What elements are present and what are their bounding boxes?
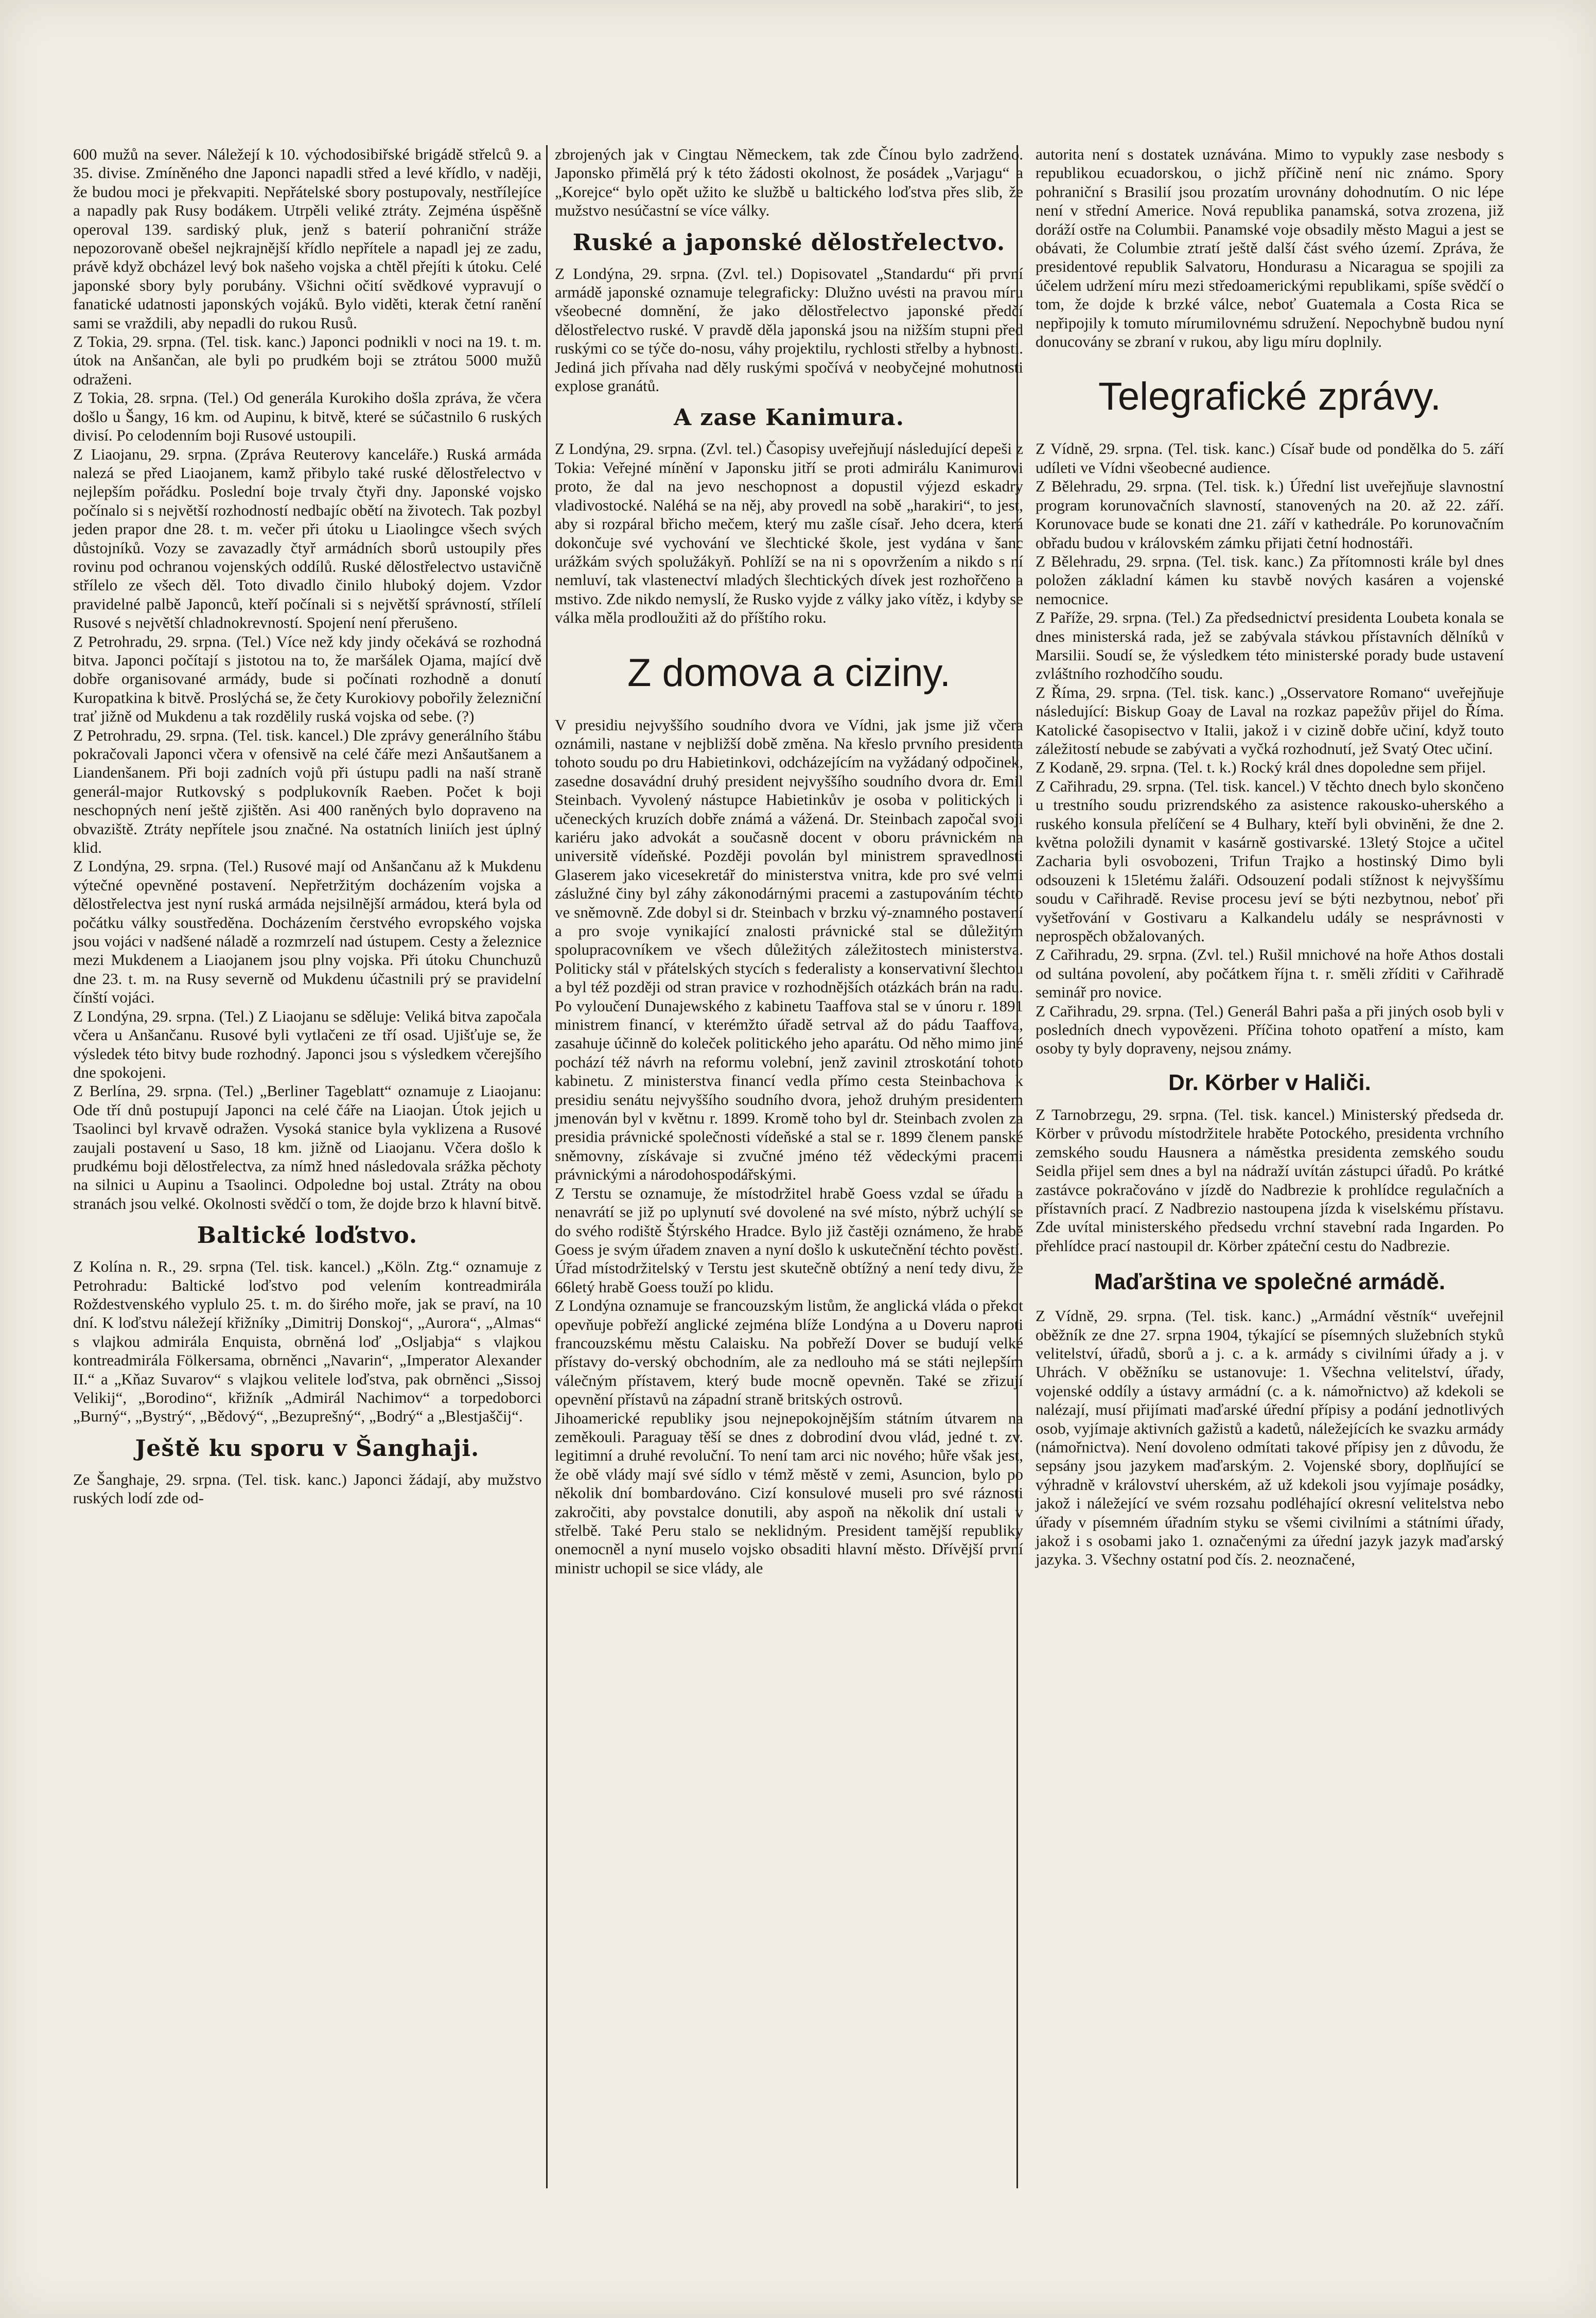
article-paragraph: Z Berlína, 29. srpna. (Tel.) „Berliner Tageblatt“ oznamuje z Liaojanu: Ode tří dnů postupují Japonci na celé čáře na Liaojan. Útok jejich u Tsaolinci byl krvavě odražen. Vysoká stanice byla vyklizena a Rusové zaujali postavení u Saso, 18 km. jižně od Liaojanu. Včera došlo k prudkému boji dělostřelectva, za nímž hned následovala srážka pěchoty na silnici u Aupinu a Tsaolinci. Odpoledne boj ustal. Ztráty na obou stranách jsou velké. Okolnosti svědčí o tom, že dojde brzo k hlavní bitvě.: [73, 1082, 541, 1213]
article-paragraph: Z Londýna, 29. srpna. (Zvl. tel.) Dopisovatel „Standardu“ při první armádě japonské oznamuje telegraficky: Dlužno uvésti na pravou míru všeobecné domnění, že jako dělostřelectvo japonské předčí dělostřelectvo ruské. V pravdě děla japonská jsou na nižším stupni před ruskými co se týče do-nosu, váhy projektilu, rychlosti střelby a hybnosti. Jediná jich přívaha nad děly ruskými spočívá v neobyčejné mohutnosti explose granátů.: [555, 264, 1023, 395]
article-paragraph: Z Liaojanu, 29. srpna. (Zpráva Reuterovy kanceláře.) Ruská armáda nalezá se před Liaojanem, kamž přibylo také ruské dělostřelectvo v nejlepším pořádku. Poslední boje trvaly čtyři dny. Japonské vojsko počínalo si s největší rozhodností nedbajíc obětí na životech. Tak pozbyl jeden prapor dne 28. t. m. večer při útoku u Liaolingce všech svých důstojníků. Vozy se zavazadly čtyř armádních sborů ustoupily přes rovinu pod ochranou vojenských oddílů. Ruské dělostřelectvo ustavičně střílelo ze všech děl. Toto divadlo činilo hluboký dojem. Vzdor pravidelné palbě Japonců, kteří počínali si s největší správností, střílelí Rusové s největší chladnokrevností. Spojení není přerušeno.: [73, 445, 541, 632]
section-heading: Ruské a japonské dělostřelectvo.: [572, 229, 1006, 256]
article-paragraph: Z Bělehradu, 29. srpna. (Tel. tisk. kanc.) Za přítomnosti krále byl dnes položen základní kámen ku stavbě nových kasáren a vojenské nemocnice.: [1036, 552, 1504, 608]
section-heading: Baltické loďstvo.: [197, 1222, 418, 1249]
article-paragraph: Z Kolína n. R., 29. srpna (Tel. tisk. kancel.) „Köln. Ztg.“ oznamuje z Petrohradu: Baltické loďstvo pod velením kontreadmirála Roždestvenského vyplulo 25. t. m. do širého moře, jak se praví, na 10 dní. K loďstvu náležejí křižníky „Dimitrij Donskoj“, „Aurora“, „Almas“ s vlajkou admirála Enquista, obrněná loď „Osljabja“ s vlajkou kontreadmirála Fölkersama, obrněnci „Navarin“, „Imperator Alexander II.“ a „Kňaz Suvarov“ s vlajkou velitele loďstva, pak obrněnci „Sissoj Velikij“, „Borodino“, křižník „Admirál Nachimov“ a torpedoborci „Burný“, „Bystrý“, „Bědový“, „Bezuprešný“, „Bodrý“ a „Blestjaščij“.: [73, 1257, 541, 1426]
article-paragraph: Z Paříže, 29. srpna. (Tel.) Za předsednictví presidenta Loubeta konala se dnes ministerská rada, jež se zabývala stávkou přístavních dělníků v Marsilii. Soudí se, že výsledkem této ministerské porady bude ustavení zvláštního rozhodčího soudu.: [1036, 608, 1504, 683]
article-paragraph: zbrojených jak v Cingtau Německem, tak zde Čínou bylo zadrženo. Japonsko přimělá prý k této žádosti okolnost, že posádek „Varjagu“ a „Korejce“ bylo opět užito ke službě u baltického loďstva přes slib, že mužstvo nesúčastní se více války.: [555, 145, 1023, 220]
article-paragraph: Z Tokia, 29. srpna. (Tel. tisk. kanc.) Japonci podnikli v noci na 19. t. m. útok na Anšančan, ale byli po prudkém boji se ztrátou 5000 mužů odraženi.: [73, 332, 541, 388]
article-paragraph: Jihoamerické republiky jsou nejnepokojnějším státním útvarem na zeměkouli. Paraguay těší se dnes z dobrodiní dvou vlád, jedné t. zv. legitimní a druhé revoluční. To není tam arci nic nového; hůře však jest, že obě vlády mají své sídlo v témž městě v zemi, Asuncion, bylo po několik dní bombardováno. Cizí konsulové museli pro své ráznosti zakročiti, aby povstalce donutili, aby aspoň na několik dní ustali v střelbě. Také Peru stalo se neklidným. President tamější republiky onemocněl a nyní muselo vojsko obsaditi hlavní město. Dřívější první ministr uchopil se sice vlády, ale: [555, 1409, 1023, 1577]
article-paragraph: Z Cařihradu, 29. srpna. (Zvl. tel.) Rušil mnichové na hoře Athos dostali od sultána povolení, aby počátkem října t. r. směli zříditi v Cařihradě seminář pro novice.: [1036, 945, 1504, 1002]
article-paragraph: Z Tarnobrzegu, 29. srpna. (Tel. tisk. kancel.) Ministerský předseda dr. Körber v průvodu místodržitele hraběte Potockého, presidenta vrchního zemského soudu Hausnera a náměstka presidenta zemského soudu Seidla přijel sem dnes a byl na nádraží uvítán zástupci úřadů. Po krátké zastávce pokračováno v jízdě do Nadbrezie k prohlídce regulačních a přístavních prací. Z Nadbrezio nastoupena jízda k viselskému přístavu. Zde uvítal ministerského předsedu vrchní stavební rada Ingarden. Po přehlídce prací nastoupil dr. Körber zpáteční cestu do Nadbrezie.: [1036, 1105, 1504, 1255]
article-paragraph: Z Londýna oznamuje se francouzským listům, že anglická vláda o překot opevňuje pobřeží anglické zejména blíže Londýna a u Doveru naproti francouzskému městu Calaisku. Na pobřeží Dover se budují velké přístavy do-verský obchodním, ale za nedlouho má se státi nejlepším válečným přístavem, který bude mocně opevněn. Také se zřizují opevnění přístavů na západní straně britských ostrovů.: [555, 1296, 1023, 1409]
article-paragraph: Z Říma, 29. srpna. (Tel. tisk. kanc.) „Osservatore Romano“ uveřejňuje následující: Biskup Goay de Laval na rozkaz papežův přijel do Říma. Katolické časopisectvo v Italii, jakož i v cizině dobře učiní, když touto záležitostí nebude se zabývati a vyčká rozhodnutí, jež Svatý Otec učiní.: [1036, 683, 1504, 758]
article-paragraph: Z Terstu se oznamuje, že místodržitel hrabě Goess vzdal se úřadu a nenavrátí se již po uplynutí své dovolené na své místo, nýbrž uchýlí se do svého rodiště Štýrského Hradce. Bylo již častěji oznámeno, že hrabě Goess je svým úřadem znaven a nyní došlo k uskutečnění téchto pověstí. Úřad místodržitelský v Terstu jest skutečně obtížný a není tedy divu, že 66letý hrabě Goess touží po klidu.: [555, 1184, 1023, 1296]
article-paragraph: Z Kodaně, 29. srpna. (Tel. t. k.) Rocký král dnes dopoledne sem přijel.: [1036, 758, 1486, 777]
article-paragraph: Z Bělehradu, 29. srpna. (Tel. tisk. k.) Úřední list uveřejňuje slavnostní program korunovačních slavností, stanovených na 20. až 22. září. Korunovace bude se konati dne 21. září v kathedrále. Po korunovačním obřadu budou v královském zámku přijati četní hodnostáři.: [1036, 477, 1504, 552]
article-paragraph: Z Londýna, 29. srpna. (Tel.) Z Liaojanu se sděluje: Veliká bitva započala včera u Anšančanu. Rusové byli vytlačeni ze tří osad. Ujišťuje se, že výsledek této bitvy bude rozhodný. Japonci jsou s výsledkem včerejšího dne spokojeni.: [73, 1007, 541, 1081]
section-heading: Telegrafické zprávy.: [1098, 375, 1441, 419]
article-paragraph: Z Vídně, 29. srpna. (Tel. tisk. kanc.) „Armádní věstník“ uveřejnil oběžník ze dne 27. srpna 1904, týkající se písemných služebních styků velitelství, úřadů, sborů a j. c. a k. armády s civilními úřady a j. v Uhrách. V oběžníku se ustanovuje: 1. Všechna velitelství, úřady, vojenské oddíly a ústavy armádní (c. a k. námořnictvo) až kdekoli se nalézají, musí přijímati maďarské úřední přípisy a podání jednotlivých osob, vyjímaje aktivních gažistů a kadetů, náležejících ke svazku armády (námořnictva). Není dovoleno odmítati takové přípisy jen z důvodu, že sepsány jsou jazykem maďarským. 2. Vojenské sbory, doplňující se výhradně v království uherském, až už kdekoli jsou vyjímaje posádky, jakož i náležející ve svém rozsahu podléhající okresní velitelstva nebo úřady v písemném úřadním styku se všemi civilními a státními úřady, jakož i s osobami jako 1. označenými za úřední jazyk jazyk maďarský jazyka. 3. Všechny ostatní pod čís. 2. neoznačené,: [1036, 1307, 1504, 1569]
article-paragraph: autorita není s dostatek uznávána. Mimo to vypukly zase nesbody s republikou ecuadorskou, o jichž příčině není nic známo. Spory pohraniční s Brasilií jsou prozatím urovnány dohodnutím. O nic lépe není v střední Americe. Nová republika panamská, sotva zrozena, již doráží ostře na Columbii. Panamské voje obsadily město Magui a jest se obávati, že Columbie ztratí ještě další část svého území. Zpráva, že presidentové republik Salvatoru, Hondurasu a Nicaragua se spojili za účelem udržení míru mezi středoamerickými republikami, spíše svědčí o tom, že dojde k brzké válce, neboť Guatemala a Costa Rica se nepřipojily k tomuto mírumilovnému sdružení. Nepochybně budou nyní donucovány se zbraní v rukou, aby ligu míru doplnily.: [1036, 145, 1504, 351]
column-middle: [555, 145, 1023, 1577]
column-rule: [546, 145, 548, 2188]
column-left: [73, 145, 541, 1508]
article-paragraph: Z Petrohradu, 29. srpna. (Tel. tisk. kancel.) Dle zprávy generálního štábu pokračovali Japonci včera v ofensivě na celé čáře mezi Anšautšanem a Liandenšanem. Při boji zadních vojů při ústupu padli na naší straně generál-major Rutkovský s podplukovník Raeben. Počet k boji neschopných není ještě zjištěn. Asi 400 raněných bylo dopraveno na obvaziště. Ztráty nepřítele jsou značné. Na ostatních liniích jest úplný klid.: [73, 726, 541, 857]
section-heading: Maďarština ve společné armádě.: [1094, 1269, 1446, 1295]
article-paragraph: Z Vídně, 29. srpna. (Tel. tisk. kanc.) Císař bude od pondělka do 5. září udíleti ve Vídni všeobecné audience.: [1036, 440, 1504, 477]
article-paragraph: Z Londýna, 29. srpna. (Tel.) Rusové mají od Anšančanu až k Mukdenu výtečné opevněné postavení. Nepřetržitým docházením vojska a dělostřelectva jest nyní ruská armáda nejsilnější armádou, která byla od počátku války soustředěna. Docházením čerstvého evropského vojska jsou vojáci v nadšené náladě a rozmrzelí nad ústupem. Cesty a železnice mezi Mukdenem a Liaojanem jsou plny vojska. Při útoku Chunchuzů dne 23. t. m. na Rusy severně od Mukdenu účastnili prý se pravidelní čínští vojáci.: [73, 857, 541, 1007]
article-paragraph: Z Cařihradu, 29. srpna. (Tel. tisk. kancel.) V těchto dnech bylo skončeno u trestního soudu prizrendského za asistence rakousko-uherského a ruského konsula přelíčení se 4 Bulhary, kteří byli obviněni, že dne 2. května položili dynamit v kasárně gostivarské. 13letý Stojce a učitel Zacharia byli osvobozeni, Trifun Trajko a hostinský Dimo byli odsouzeni k 15letému žaláři. Odsouzení podali stížnost k nejvyššímu soudu v Cařihradě. Revise procesu jeví se býti nezbytnou, neboť při vyšetřování v Gostivaru a Kalkandelu udály se nesprávnosti v neprospěch obžalovaných.: [1036, 777, 1504, 945]
section-heading: Dr. Körber v Haliči.: [1168, 1069, 1371, 1095]
article-paragraph: Z Londýna, 29. srpna. (Zvl. tel.) Časopisy uveřejňují následující depeši z Tokia: Veřejné mínění v Japonsku jitří se proti admirálu Kanimurovi proto, že dal na jevo neschopnost a dopustil výjezd eskadry vladivostocké. Naléhá se na něj, aby provedl na sobě „harakiri“, to jest, aby si rozpáral břicho mečem, který mu zašle císař. Jeho dcera, která dokončuje své vychování ve šlechtické škole, jest vydána v šanc urážkám svých spolužákyň. Pohlíží se na ni s opovržením a nikdo s ní nemluví, tak vlastenectví mladých šlechtických dívek jest rozhořčeno a mstivo. Zde nikdo nemyslí, že Rusko vyjde z války jako vítěz, i kdyby se válka měla prodloužiti až do příštího roku.: [555, 440, 1023, 627]
article-paragraph: Z Tokia, 28. srpna. (Tel.) Od generála Kurokiho došla zpráva, že včera došlo u Šangy, 16 km. od Aupinu, k bitvě, které se súčastnilo 6 ruských divisí. Po celodenním boji Rusové ustoupili.: [73, 389, 541, 445]
section-heading: Ještě ku sporu v Šanghaji.: [135, 1435, 480, 1462]
column-right: [1036, 145, 1504, 1569]
article-paragraph: V presidiu nejvyššího soudního dvora ve Vídni, jak jsme již včera oznámili, nastane v nejbližší době změna. Na křeslo prvního presidenta tohoto soudu po dru Habietinkovi, odcházejícím na vyžádaný odpočinek, zasedne dosavádní druhý president nejvyššího soudního dvora dr. Emil Steinbach. Vyvolený nástupce Habietinkův je osoba v politických i učeneckých kruzích dobře známá a vážená. Dr. Steinbach započal svoji kariéru jako advokát a současně docent v oboru právnickém na universitě vídeňské. Později povolán byl ministrem spravedlnosti Glaserem jako vicesekretář do ministerstva vnitra, kde pro své velmi záslužné činy byl záhy zákonodárnými pracemi a zastupováním téchto ve sněmovně. Zde dobyl si dr. Steinbach v brzku vý-znamného postavení a pro svoje vynikající znalosti právnické stal se důležitým spolupracovníkem ve všech důležitých záležitostech ministerstva. Politicky stál v přátelských stycích s federalisty a konservativní šlechtou a byl též později od stran pravice v rozhodnějších otázkách brán na radu. Po vyloučení Dunajewského z kabinetu Taaffova stal se v únoru r. 1891 ministrem financí, v kterémžto úřadě setrval až do pádu Taaffova, zasahuje účinně do koleček politického jeho aparátu. Od něho mimo jiné pochází též návrh na reformu volební, jenž zavinil ztroskotání tohoto kabinetu. Z ministerstva financí vedla přímo cesta Steinbachova k presidiu senátu nejvyššího soudního dvora, jehož druhým presidentem jmenován byl v květnu r. 1899. Kromě toho byl dr. Steinbach zvolen za presidia právnické společnosti vídeňské a stal se r. 1899 členem panské sněmovny, získávaje si zvučné jméno též vědeckými pracemi právnickými a národohospodářskými.: [555, 715, 1023, 1184]
article-paragraph: 600 mužů na sever. Náležejí k 10. východosibiřské brigádě střelců 9. a 35. divise. Zmíněného dne Japonci napadli střed a levé křídlo, v naději, že budou moci je překvapiti. Nepřátelské sbory postupovaly, nestřílejíce a napadly pak Rusy bodákem. Utrpěli veliké ztráty. Zejména úspěšně operoval 139. sardiský pluk, jenž s baterií pohraniční stráže nepozorovaně obešel nejkrajnější křídlo nepřítele a napadl jej ze zadu, právě když obcházel levý bok našeho vojska a chtěl přejíti k útoku. Celé japonské sbory byly porubány. Všichni očití svědkové vypravují o fanatické udatnosti japonských vojáků. Bylo viděti, kterak četní ranění sami se vraždili, aby nepadli do rukou Rusů.: [73, 145, 541, 332]
article-paragraph: Z Petrohradu, 29. srpna. (Tel.) Více než kdy jindy očekává se rozhodná bitva. Japonci počítají s jistotou na to, že maršálek Ojama, mající dvě dobře organisované armády, bude si počínati rozhodně a donutí Kuropatkina k bitvě. Proslýchá se, že čety Kurokiovy pobořily železniční trať jižně od Mukdenu a tak rozdělily ruská vojska od sebe. (?): [73, 632, 541, 726]
article-paragraph: Ze Šanghaje, 29. srpna. (Tel. tisk. kanc.) Japonci žádají, aby mužstvo ruských lodí zde od-: [73, 1470, 541, 1507]
article-paragraph: Z Cařihradu, 29. srpna. (Tel.) Generál Bahri paša a při jiných osob byli v posledních dnech vypovězeni. Příčina tohoto opatření a místo, kam osoby ty byly dopraveny, nejsou známy.: [1036, 1002, 1504, 1058]
section-heading: A zase Kanimura.: [673, 405, 905, 431]
section-heading: Z domova a ciziny.: [627, 651, 951, 695]
